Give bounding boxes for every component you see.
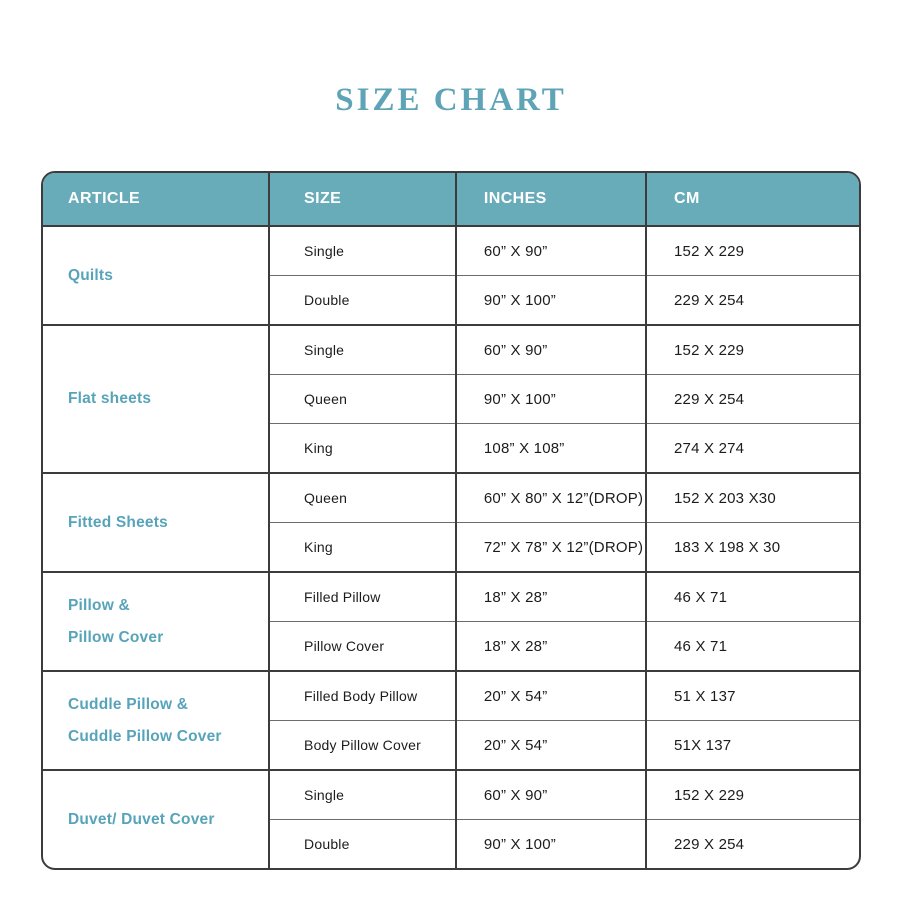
size-cell: Single [269,325,456,375]
table-header-row [43,173,859,226]
article-label: Cuddle Pillow & [68,695,189,713]
cm-cell: 152 X 229 [646,325,859,375]
inches-cell: 60” X 90” [456,226,646,276]
size-cell: Queen [269,473,456,523]
cm-cell: 51X 137 [646,721,859,771]
size-chart [43,173,859,868]
size-cell: Filled Body Pillow [269,671,456,721]
cm-cell: 229 X 254 [646,375,859,424]
table-row [43,671,859,721]
cm-cell: 152 X 229 [646,226,859,276]
article-label: Pillow Cover [68,628,164,646]
table-row [43,325,859,375]
cm-cell: 229 X 254 [646,820,859,869]
inches-cell: 60” X 90” [456,770,646,820]
size-cell: Single [269,226,456,276]
col-header-inches: INCHES [456,173,646,226]
cm-cell: 46 X 71 [646,572,859,622]
cm-cell: 152 X 203 X30 [646,473,859,523]
article-label: Flat sheets [68,390,152,407]
inches-cell: 20” X 54” [456,671,646,721]
size-cell: Queen [269,375,456,424]
inches-cell: 90” X 100” [456,276,646,326]
inches-cell: 108” X 108” [456,424,646,474]
cm-cell: 152 X 229 [646,770,859,820]
inches-cell: 72” X 78” X 12”(DROP) [456,523,646,573]
article-cell [43,226,269,325]
page-title: SIZE CHART [335,82,567,118]
table-body [43,226,859,868]
table-row [43,226,859,276]
article-cell [43,572,269,671]
inches-cell: 18” X 28” [456,622,646,672]
cm-cell: 229 X 254 [646,276,859,326]
article-label: Quilts [68,266,114,284]
size-cell: Double [269,276,456,326]
cm-cell: 274 X 274 [646,424,859,474]
article-label: Duvet/ Duvet Cover [68,810,215,828]
cm-cell: 51 X 137 [646,671,859,721]
article-cell [43,671,269,770]
inches-cell: 18” X 28” [456,572,646,622]
article-label: Pillow & [68,596,130,614]
article-label: Cuddle Pillow Cover [68,727,222,745]
table-row [43,572,859,622]
article-cell [43,473,269,572]
size-cell: Body Pillow Cover [269,721,456,771]
inches-cell: 60” X 80” X 12”(DROP) [456,473,646,523]
size-cell: King [269,523,456,573]
size-cell: Single [269,770,456,820]
inches-cell: 20” X 54” [456,721,646,771]
size-cell: Pillow Cover [269,622,456,672]
article-cell [43,770,269,868]
article-cell [43,325,269,473]
inches-cell: 60” X 90” [456,325,646,375]
cm-cell: 46 X 71 [646,622,859,672]
table-row [43,770,859,820]
col-header-cm: CM [646,173,859,226]
col-header-size: SIZE [269,173,456,226]
size-chart-table [41,171,861,870]
table-row [43,473,859,523]
cm-cell: 183 X 198 X 30 [646,523,859,573]
article-label: Fitted Sheets [68,513,168,531]
size-cell: Double [269,820,456,869]
inches-cell: 90” X 100” [456,375,646,424]
col-header-article: ARTICLE [43,173,269,226]
size-cell: King [269,424,456,474]
size-cell: Filled Pillow [269,572,456,622]
inches-cell: 90” X 100” [456,820,646,869]
